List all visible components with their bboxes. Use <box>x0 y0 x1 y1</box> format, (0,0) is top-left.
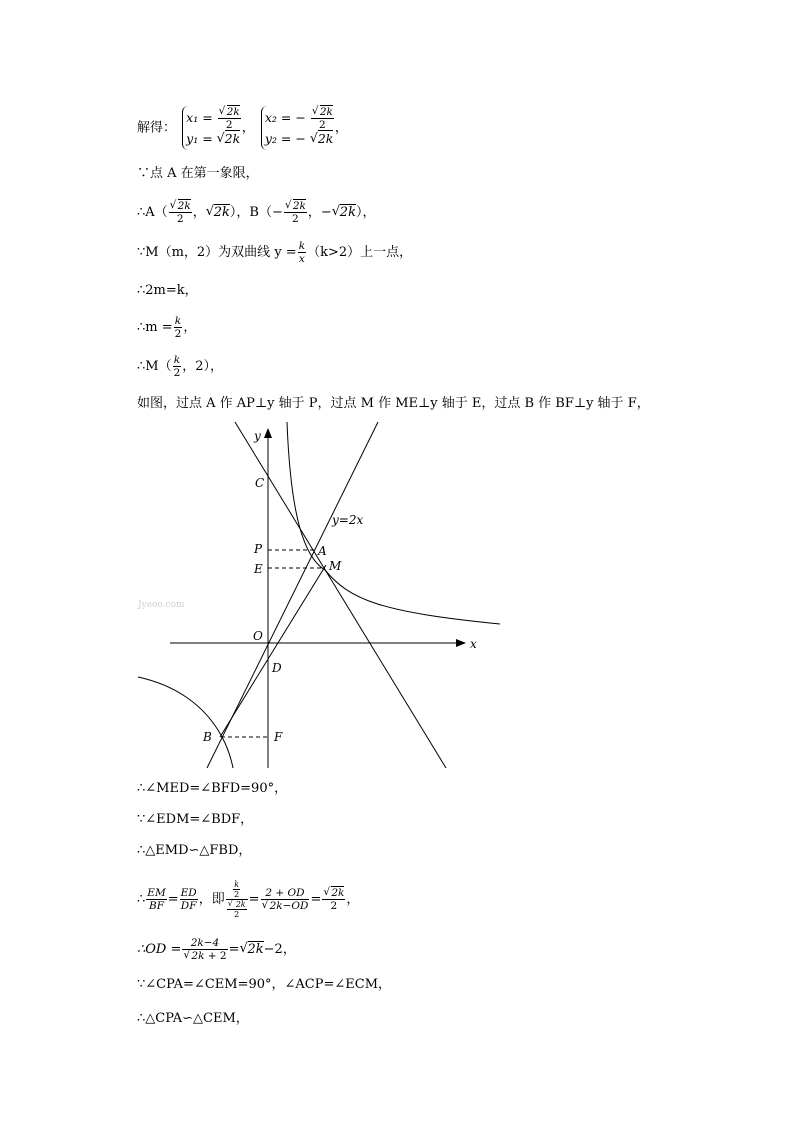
ratio-line: ∴ $\frac{EM}{BF}$ = $\frac{ED}{DF}$ ，即 $\frac{k}{2}$ √ $\frac{2k}{2}$ = 2 + OD √ 2k−OD = √ $\frac{2k}{2}$ ， <box>137 880 359 919</box>
watermark: Jyeoo.com <box>138 600 185 610</box>
label-f: F <box>274 730 283 744</box>
ab-coordinates-line: ∴A（ √ $\frac{2k}{2}$ ，√ 2k），B（− √ $\frac{2k}{2}$ ，−√ 2k）， <box>137 200 375 225</box>
label-b: B <box>203 730 212 744</box>
m-value-line: ∴m = $\frac{k}{2}$ ， <box>137 315 197 340</box>
hyperbola-lower-branch <box>138 677 233 768</box>
m-coordinate-line: ∴M（ $\frac{k}{2}$ ，2）， <box>137 354 224 379</box>
coordinate-figure <box>130 415 510 775</box>
system-1: x₁ = √ $\frac{2k}{2}$ y₁ = √ 2k <box>182 106 242 150</box>
label-p: P <box>254 542 263 556</box>
quadrant-line: ∵点 A 在第一象限， <box>137 166 259 181</box>
od-line: ∴OD = 2k−4 √ 2k + 2 =√ 2k−2， <box>137 937 296 962</box>
label-e: E <box>254 562 263 576</box>
angles-line-2: ∵∠CPA=∠CEM=90°，∠ACP=∠ECM， <box>137 977 392 992</box>
two-m-line: ∴2m=k， <box>137 283 198 298</box>
right-angles-line: ∴∠MED=∠BFD=90°， <box>137 781 288 796</box>
label-a: A <box>318 544 327 558</box>
label-c: C <box>255 476 265 490</box>
line-bm <box>220 565 326 737</box>
label-o: O <box>253 629 263 643</box>
label-x-axis: x <box>470 637 477 651</box>
equal-angles-line: ∵∠EDM=∠BDF， <box>137 812 254 827</box>
label-d: D <box>272 661 282 675</box>
similar-triangles-line-1: ∴△EMD∽△FBD， <box>137 843 252 858</box>
x-axis-arrow <box>456 639 466 647</box>
similar-triangles-line-2: ∴△CPA∽△CEM， <box>137 1011 249 1026</box>
solve-prefix: 解得： <box>137 120 177 136</box>
line-cam <box>235 422 446 768</box>
label-line-y2x: y=2x <box>332 513 364 527</box>
hyperbola-upper-branch <box>287 422 500 624</box>
m-on-hyperbola-line: ∵M（m，2）为双曲线 y = $\frac{k}{x}$ （k>2）上一点， <box>137 240 413 265</box>
construction-line: 如图，过点 A 作 AP⊥y 轴于 P，过点 M 作 ME⊥y 轴于 E，过点 B 作 BF⊥y 轴于 F， <box>137 396 650 411</box>
y-axis-arrow <box>264 428 272 438</box>
label-y-axis: y <box>254 429 261 443</box>
solution-line: 解得： x₁ = √ $\frac{2k}{2}$ y₁ = √ 2k ， x₂ = − √ $\frac{2k}{2}$ y₂ = − √ 2k ， <box>137 106 348 150</box>
system-2: x₂ = − √ $\frac{2k}{2}$ y₂ = − √ 2k <box>261 106 335 150</box>
label-m: M <box>329 559 342 573</box>
